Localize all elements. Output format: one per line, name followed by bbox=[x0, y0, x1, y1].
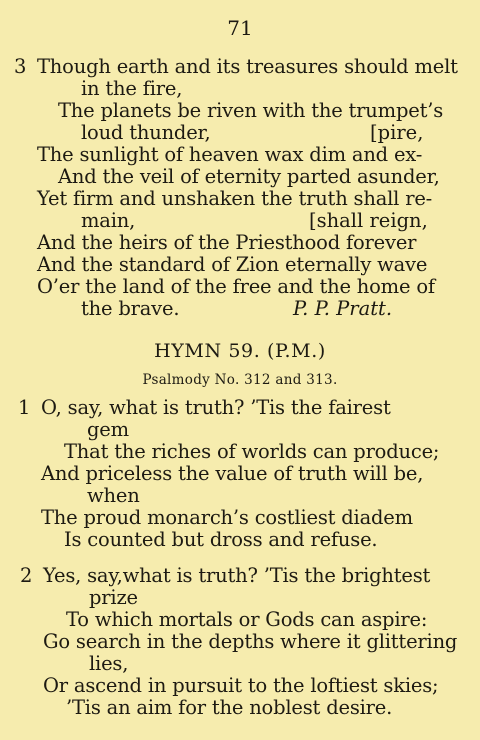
stanza-number: 1 bbox=[18, 396, 31, 419]
stanza-number: 2 bbox=[20, 564, 33, 587]
verse-line: ’Tis an aim for the noblest desire. bbox=[66, 696, 393, 719]
verse-line: And the veil of eternity parted asunder, bbox=[58, 165, 440, 188]
verse-line: the brave. bbox=[81, 297, 180, 320]
verse-line: And the standard of Zion eternally wave bbox=[37, 253, 428, 276]
carry-over-text: [shall reign, bbox=[309, 209, 428, 232]
verse-line: Yes, say,what is truth? ’Tis the brightest bbox=[43, 564, 431, 587]
verse-line: Yet firm and unshaken the truth shall re- bbox=[37, 187, 433, 210]
verse-line: The sunlight of heaven wax dim and ex- bbox=[37, 143, 423, 166]
verse-line: That the riches of worlds can produce; bbox=[64, 440, 440, 463]
verse-line: Is counted but dross and refuse. bbox=[64, 528, 378, 551]
tune-reference: Psalmody No. 312 and 313. bbox=[142, 372, 338, 388]
verse-line: Go search in the depths where it glittering bbox=[43, 630, 458, 653]
verse-line: And the heirs of the Priesthood forever bbox=[37, 231, 417, 254]
verse-line: when bbox=[87, 484, 140, 507]
hymn-heading: HYMN 59. (P.M.) bbox=[154, 340, 326, 362]
verse-line: lies, bbox=[89, 652, 129, 675]
verse-line: main, bbox=[81, 209, 136, 232]
stanza-number: 3 bbox=[14, 55, 27, 78]
verse-line: Or ascend in pursuit to the loftiest skies; bbox=[43, 674, 439, 697]
carry-over-text: [pire, bbox=[370, 121, 424, 144]
verse-line: The proud monarch’s costliest diadem bbox=[41, 506, 413, 529]
verse-line: prize bbox=[89, 586, 138, 609]
verse-line: O, say, what is truth? ’Tis the fairest bbox=[41, 396, 391, 419]
verse-line: The planets be riven with the trumpet’s bbox=[58, 99, 444, 122]
verse-line: in the fire, bbox=[81, 77, 183, 100]
verse-line: And priceless the value of truth will be, bbox=[41, 462, 424, 485]
verse-line: gem bbox=[87, 418, 129, 441]
verse-line: To which mortals or Gods can aspire: bbox=[66, 608, 428, 631]
verse-line: loud thunder, bbox=[81, 121, 211, 144]
author-credit: P. P. Pratt. bbox=[293, 297, 393, 320]
verse-line: O’er the land of the free and the home of bbox=[37, 275, 435, 298]
verse-line: Though earth and its treasures should melt bbox=[37, 55, 458, 78]
page-number: 71 bbox=[227, 16, 253, 40]
